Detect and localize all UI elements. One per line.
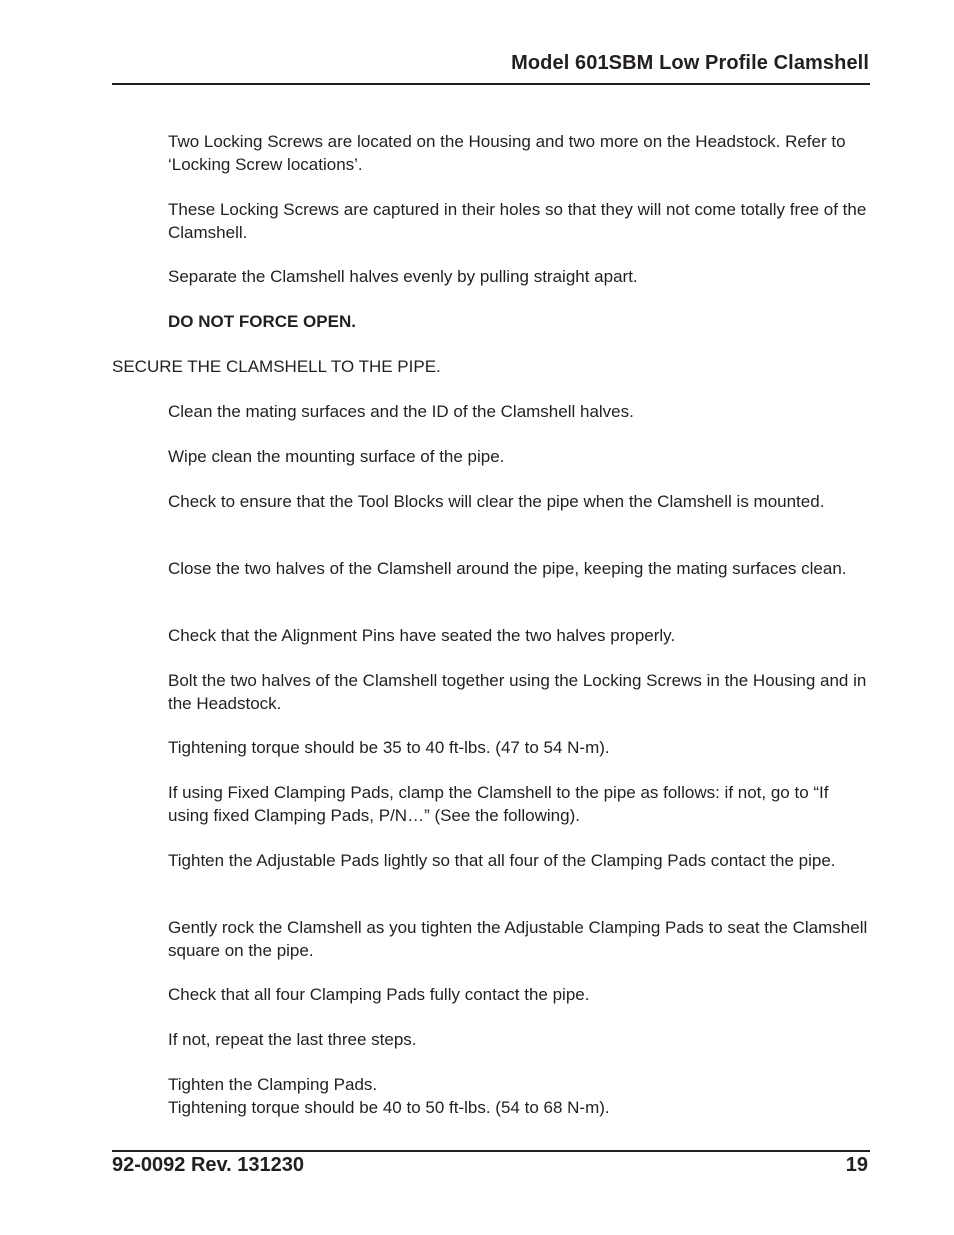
footer-doc-number: 92-0092 Rev. 131230 — [112, 1154, 305, 1176]
paragraph: Check that the Alignment Pins have seated the two halves properly. — [168, 626, 676, 645]
paragraph: Two Locking Screws are located on the Housing and two more on the Headstock. Refer to ‘Locking Screw locations’. — [168, 132, 846, 174]
paragraph: Tightening torque should be 35 to 40 ft-lbs. (47 to 54 N-m). — [168, 738, 610, 757]
section-heading: SECURE THE CLAMSHELL TO THE PIPE. — [112, 357, 441, 376]
paragraph: Wipe clean the mounting surface of the pipe. — [168, 447, 505, 466]
paragraph: These Locking Screws are captured in their holes so that they will not come totally free of the Clamshell. — [168, 200, 867, 242]
paragraph: If using Fixed Clamping Pads, clamp the Clamshell to the pipe as follows: if not, go to “If using fixed Clamping Pads, P/N…” (See the following). — [168, 783, 829, 825]
paragraph: Tighten the Adjustable Pads lightly so that all four of the Clamping Pads contact the pipe. — [168, 851, 836, 870]
paragraph: Check to ensure that the Tool Blocks will clear the pipe when the Clamshell is mounted. — [168, 492, 825, 511]
header-rule — [112, 83, 870, 85]
paragraph: Clean the mating surfaces and the ID of the Clamshell halves. — [168, 402, 634, 421]
paragraph: Gently rock the Clamshell as you tighten the Adjustable Clamping Pads to seat the Clamshell square on the pipe. — [168, 918, 868, 960]
paragraph: Tighten the Clamping Pads. — [168, 1075, 378, 1094]
warning-text: DO NOT FORCE OPEN. — [168, 312, 356, 331]
footer-rule — [112, 1150, 870, 1152]
paragraph: Tightening torque should be 40 to 50 ft-lbs. (54 to 68 N-m). — [168, 1098, 610, 1117]
paragraph: Separate the Clamshell halves evenly by pulling straight apart. — [168, 267, 638, 286]
paragraph: Close the two halves of the Clamshell around the pipe, keeping the mating surfaces clean. — [168, 559, 847, 578]
footer-page-number: 19 — [845, 1154, 868, 1176]
paragraph: Bolt the two halves of the Clamshell together using the Locking Screws in the Housing and in the Headstock. — [168, 671, 867, 713]
paragraph: Check that all four Clamping Pads fully contact the pipe. — [168, 985, 590, 1004]
page-header-title: Model 601SBM Low Profile Clamshell — [511, 52, 869, 74]
paragraph: If not, repeat the last three steps. — [168, 1030, 417, 1049]
